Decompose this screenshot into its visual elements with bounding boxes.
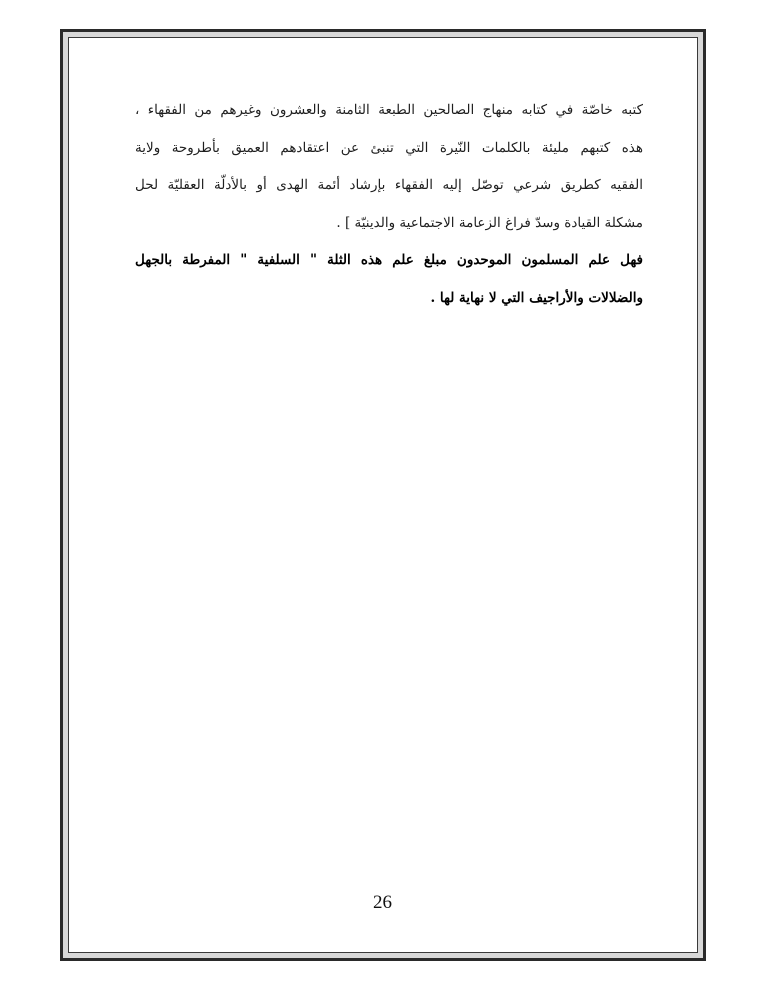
body-text <box>135 92 643 317</box>
quote-line-2: هذه كتبهم مليئة بالكلمات النّيرة التي تنبئ عن اعتقادهم العميق بأطروحة ولاية <box>135 139 643 156</box>
comment-line-1: فهل علم المسلمون الموحدون مبلغ علم هذه الثلة " السلفية " المفرطة بالجهل <box>135 252 643 268</box>
quote-line-3: الفقيه كطريق شرعي توصّل إليه الفقهاء بإرشاد أئمة الهدى أو بالأدلّة العقليّة لحل <box>135 177 643 193</box>
comment-line-2: والضلالات والأراجيف التي لا نهاية لها . <box>430 289 643 306</box>
quote-line-4: مشكلة القيادة وسدّ فراغ الزعامة الاجتماعية والدينيّة ] . <box>336 214 643 231</box>
page-border <box>60 29 706 961</box>
page-number: 26 <box>373 892 392 913</box>
page-content-area <box>68 37 698 953</box>
quote-line-1: كتبه خاصّة في كتابه منهاج الصالحين الطبعة الثامنة والعشرون وغيرهم من الفقهاء ، <box>135 102 643 118</box>
